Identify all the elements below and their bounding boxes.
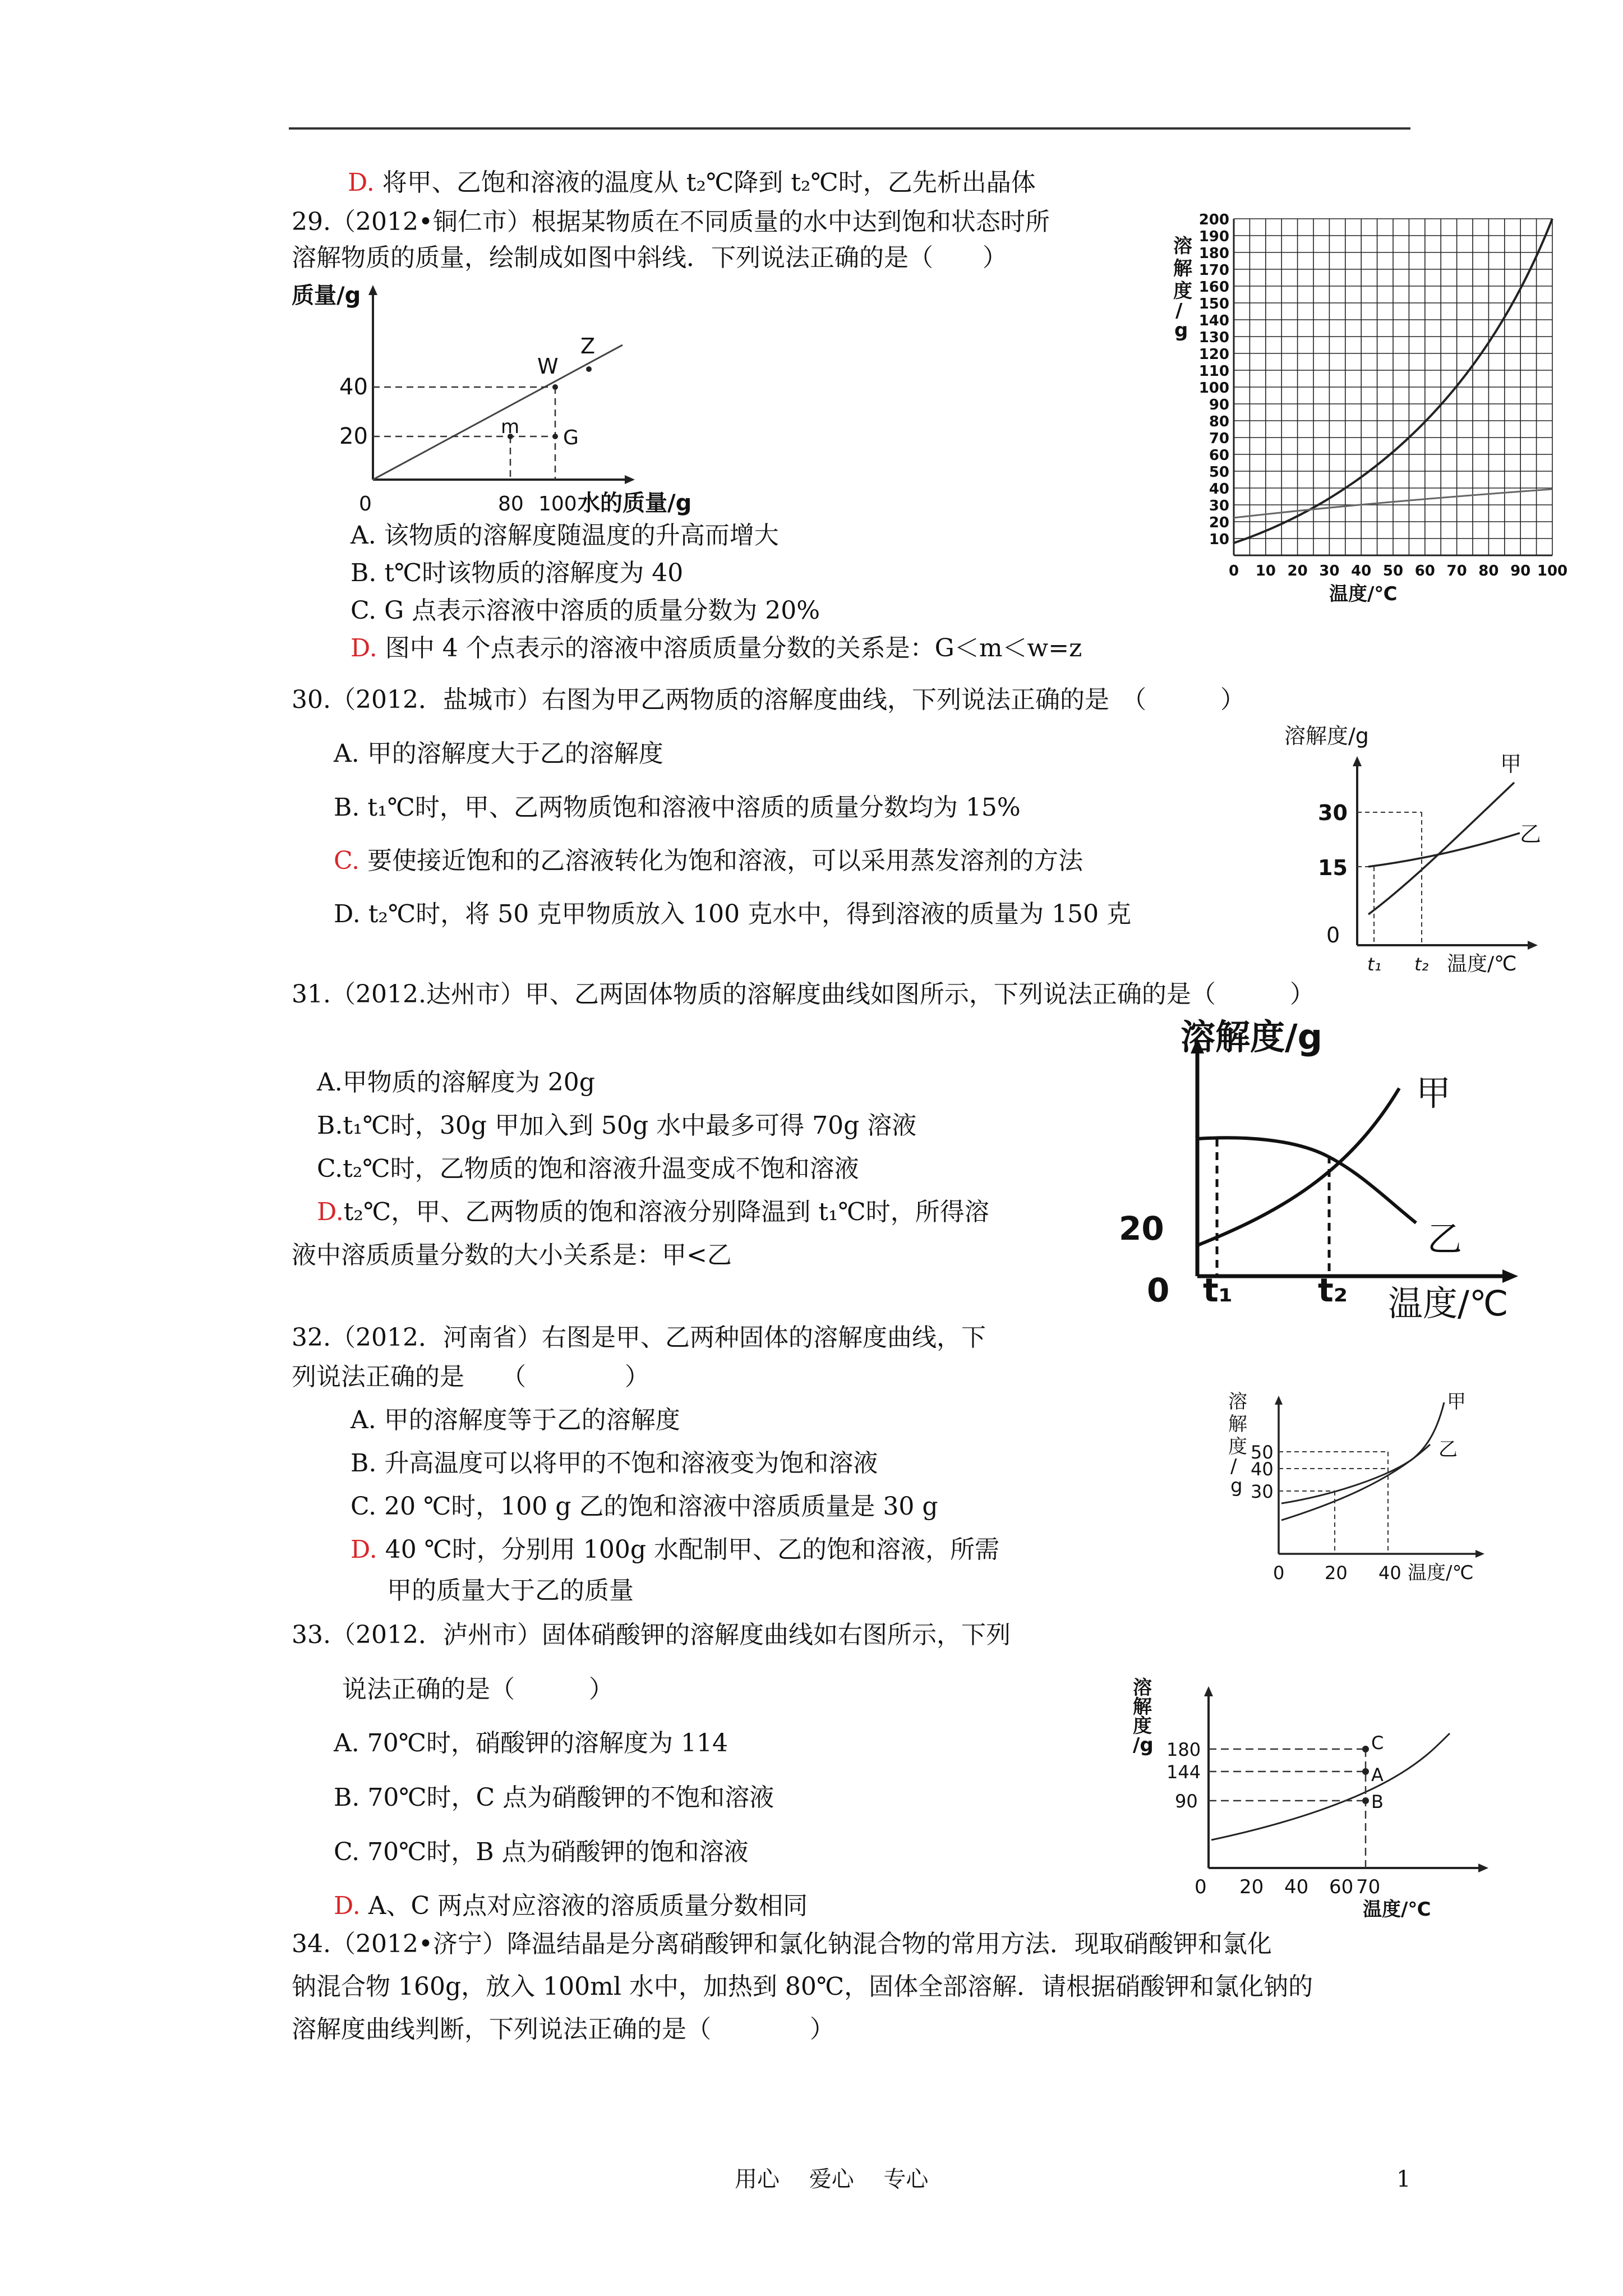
q29-grid-ylabel-char-2: 解 — [1173, 257, 1192, 280]
grid-xtick-label: 10 — [1255, 563, 1276, 579]
grid-xtick-label: 30 — [1319, 563, 1340, 579]
q30-fig-ytick-0: 0 — [1326, 923, 1340, 947]
grid-ytick-label: 160 — [1198, 279, 1229, 296]
grid-ytick-label: 140 — [1198, 312, 1229, 329]
q33-option-d-letter: D. — [334, 1892, 361, 1920]
q31-option-a-text: 甲物质的溶解度为 20g — [342, 1068, 595, 1097]
q29-option-c-text: G 点表示溶液中溶质的质量分数为 20% — [384, 596, 820, 625]
page-number: 1 — [1396, 2166, 1411, 2192]
grid-xtick-label: 90 — [1510, 563, 1531, 579]
q29-point-m: m — [501, 416, 520, 438]
q33-point-c: C — [1371, 1732, 1384, 1754]
q34-line2: 钠混合物 160g，放入 100ml 水中，加热到 80℃，固体全部溶解．请根据硝酸钾和氯化钠的 — [292, 1972, 1313, 2001]
q29-fig-xtick-100: 100 — [538, 493, 577, 516]
grid-ytick-label: 70 — [1209, 430, 1229, 447]
q29-option-b-text: t℃时该物质的溶解度为 40 — [384, 559, 684, 587]
grid-ytick-label: 100 — [1198, 380, 1229, 397]
q31-series-yi: 乙 — [1427, 1218, 1463, 1259]
q30-fig-ytick-15: 15 — [1318, 855, 1348, 880]
q29-fig-ytick-20: 20 — [339, 424, 368, 449]
q33-figure — [1122, 1677, 1514, 1921]
grid-ytick-label: 90 — [1209, 397, 1229, 413]
q33-option-a-text: 70℃时，硝酸钾的溶解度为 114 — [367, 1729, 728, 1757]
q32-fig-ylabel-2: 解 — [1228, 1413, 1247, 1435]
grid-ytick-label: 20 — [1209, 514, 1229, 531]
q30-fig-ytick-30: 30 — [1318, 800, 1348, 825]
grid-xtick-label: 0 — [1228, 563, 1239, 579]
grid-xtick-label: 40 — [1351, 563, 1372, 579]
q32-series-yi: 乙 — [1438, 1438, 1458, 1461]
q30-option-c-letter: C. — [334, 846, 360, 875]
grid-ytick-label: 150 — [1198, 296, 1229, 312]
q32-option-d-line2: 甲的质量大于乙的质量 — [387, 1576, 634, 1605]
q32-option-a — [351, 1404, 680, 1437]
q29-grid-ylabel-char-1: 溶 — [1173, 235, 1192, 257]
q30-fig-xlabel: 温度/℃ — [1447, 953, 1517, 976]
q29-mass-figure — [292, 280, 692, 522]
footer-motto: 用心 爱心 专心 — [735, 2166, 929, 2192]
q33-point-b: B — [1371, 1791, 1384, 1812]
q32-fig-ylabel-3: 度 — [1228, 1435, 1247, 1458]
q32-option-a-text: 甲的溶解度等于乙的溶解度 — [384, 1406, 680, 1434]
grid-ytick-label: 30 — [1209, 498, 1229, 514]
q32-figure — [1223, 1391, 1514, 1599]
q33-option-c-letter: C. — [334, 1838, 360, 1866]
q33-fig-xtick-70: 70 — [1356, 1876, 1381, 1898]
q33-fig-ylabel-3: 度 — [1133, 1715, 1152, 1737]
grid-xtick-label: 50 — [1382, 563, 1404, 579]
grid-ytick-label: 40 — [1209, 481, 1229, 498]
q30-option-c — [334, 844, 1083, 878]
q33-fig-ytick-144: 144 — [1166, 1761, 1201, 1783]
grid-xtick-label: 70 — [1446, 563, 1467, 579]
q29-grid-ylabel-char-5: g — [1174, 319, 1188, 342]
q29-fig-ytick-40: 40 — [339, 374, 368, 400]
q30-option-c-text: 要使接近饱和的乙溶液转化为饱和溶液，可以采用蒸发溶剂的方法 — [367, 846, 1083, 875]
q33-fig-xlabel: 温度/℃ — [1363, 1898, 1431, 1921]
grid-xtick-label: 60 — [1414, 563, 1435, 579]
q31-option-a-letter: A. — [317, 1068, 343, 1097]
q29-stem-line2: 溶解物质的质量，绘制成如图中斜线．下列说法正确的是（ ） — [292, 243, 1007, 272]
q29-option-a-text: 该物质的溶解度随温度的升高而增大 — [384, 521, 779, 550]
q29-fig-xtick-80: 80 — [498, 493, 524, 516]
q33-fig-ytick-180: 180 — [1166, 1739, 1201, 1760]
q28-option-d — [348, 166, 1036, 200]
q29-point-w: W — [537, 354, 559, 379]
q30-option-a-text: 甲的溶解度大于乙的溶解度 — [367, 739, 663, 768]
q33-option-b — [334, 1781, 774, 1815]
q33-fig-ylabel-2: 解 — [1133, 1696, 1152, 1718]
grid-ytick-label: 170 — [1198, 262, 1229, 279]
q32-fig-xtick-20: 20 — [1325, 1562, 1348, 1584]
grid-xtick-label: 80 — [1478, 563, 1499, 579]
grid-ytick-label: 190 — [1198, 228, 1229, 245]
q29-fig-xlabel: 水的质量/g — [578, 490, 692, 516]
q29-option-a — [351, 519, 779, 553]
q32-option-c — [351, 1490, 938, 1524]
q29-option-d-letter: D. — [351, 634, 377, 662]
q32-option-d-letter: D. — [351, 1535, 377, 1564]
q30-fig-xtick-t1: t₁ — [1367, 954, 1382, 975]
q32-option-a-letter: A. — [351, 1406, 376, 1434]
q33-fig-ylabel-1: 溶 — [1133, 1677, 1152, 1699]
q29-grid-ylabel-char-4: / — [1175, 300, 1183, 322]
grid-ytick-label: 60 — [1209, 447, 1229, 464]
grid-ytick-label: 110 — [1198, 363, 1229, 380]
q32-option-d-text: 40 ℃时，分别用 100g 水配制甲、乙的饱和溶液，所需 — [385, 1535, 1000, 1564]
q28-option-d-text: 将甲、乙饱和溶液的温度从 t₂℃降到 t₂℃时，乙先析出晶体 — [382, 168, 1036, 197]
q29-option-b — [351, 556, 683, 590]
q30-option-b-text: t₁℃时，甲、乙两物质饱和溶液中溶质的质量分数均为 15% — [367, 793, 1021, 822]
q32-stem-line2: 列说法正确的是 （ ） — [292, 1363, 649, 1391]
q31-stem: 31.（2012.达州市）甲、乙两固体物质的溶解度曲线如图所示，下列说法正确的是（ ） — [292, 980, 1315, 1009]
q32-option-c-letter: C. — [351, 1492, 377, 1521]
q32-stem-line1: 32.（2012．河南省）右图是甲、乙两种固体的溶解度曲线，下 — [292, 1323, 986, 1352]
grid-ytick-label: 200 — [1198, 211, 1229, 228]
q30-series-jia: 甲 — [1500, 752, 1522, 776]
q33-fig-ylabel-4: /g — [1133, 1734, 1154, 1756]
q32-fig-ytick-40: 40 — [1251, 1458, 1274, 1480]
grid-xtick-label: 20 — [1287, 563, 1308, 579]
q29-option-a-letter: A. — [351, 521, 376, 550]
grid-ytick-label: 50 — [1209, 464, 1229, 481]
q31-option-b-letter: B. — [317, 1111, 343, 1140]
q29-grid-ylabel-char-3: 度 — [1173, 280, 1192, 302]
q33-option-d-text: A、C 两点对应溶液的溶质质量分数相同 — [368, 1892, 808, 1920]
q33-point-a: A — [1371, 1764, 1384, 1786]
q31-fig-xlabel: 温度/℃ — [1388, 1283, 1509, 1324]
q32-option-c-text: 20 ℃时，100 g 乙的饱和溶液中溶质质量是 30 g — [384, 1492, 938, 1521]
q31-option-c-text: t₂℃时，乙物质的饱和溶液升温变成不饱和溶液 — [343, 1154, 859, 1183]
q33-option-c-text: 70℃时，B 点为硝酸钾的饱和溶液 — [367, 1838, 749, 1866]
q33-option-b-text: 70℃时，C 点为硝酸钾的不饱和溶液 — [367, 1783, 774, 1812]
q33-option-a — [334, 1727, 728, 1760]
q34-line3: 溶解度曲线判断，下列说法正确的是（ ） — [292, 2015, 834, 2044]
q31-figure — [1113, 1016, 1551, 1324]
q31-option-d-text: t₂℃，甲、乙两物质的饱和溶液分别降温到 t₁℃时，所得溶 — [343, 1198, 989, 1226]
grid-ytick-label: 80 — [1209, 413, 1229, 430]
q33-option-b-letter: B. — [334, 1783, 360, 1812]
q31-option-c — [317, 1152, 859, 1186]
q33-fig-xtick-40: 40 — [1284, 1876, 1309, 1898]
q32-option-b-letter: B. — [351, 1449, 377, 1478]
q33-fig-xtick-20: 20 — [1239, 1876, 1264, 1898]
q30-series-yi: 乙 — [1520, 822, 1542, 846]
q29-option-d-text: 图中 4 个点表示的溶液中溶质质量分数的关系是：G＜m＜w=z — [385, 634, 1082, 662]
q29-option-c-letter: C. — [351, 596, 377, 625]
q31-option-a — [317, 1066, 595, 1099]
q33-fig-xtick-60: 60 — [1329, 1876, 1354, 1898]
q30-option-d-letter: D. — [334, 900, 361, 928]
q29-solubility-grid-chart — [1161, 202, 1568, 606]
q29-stem-line1: 29.（2012•铜仁市）根据某物质在不同质量的水中达到饱和状态时所 — [292, 208, 1050, 236]
grid-ytick-label: 10 — [1209, 531, 1229, 548]
q31-fig-ylabel: 溶解度/g — [1181, 1016, 1323, 1057]
q28-option-d-letter: D. — [348, 168, 375, 197]
q30-option-d — [334, 898, 1131, 931]
q33-option-a-letter: A. — [334, 1729, 359, 1757]
q32-option-b-text: 升高温度可以将甲的不饱和溶液变为饱和溶液 — [384, 1449, 878, 1478]
grid-ytick-label: 120 — [1198, 346, 1229, 363]
q32-fig-ylabel-1: 溶 — [1228, 1391, 1247, 1413]
q29-grid-xlabel: 温度/℃ — [1329, 583, 1398, 605]
q30-stem: 30.（2012．盐城市）右图为甲乙两物质的溶解度曲线，下列说法正确的是 （ ） — [292, 685, 1245, 714]
q29-fig-ylabel: 质量/g — [292, 283, 361, 309]
q33-option-c — [334, 1835, 749, 1869]
q30-fig-xtick-t2: t₂ — [1414, 954, 1429, 975]
q29-point-z: Z — [580, 334, 596, 358]
q32-option-d — [351, 1533, 999, 1567]
grid-ytick-label: 180 — [1198, 245, 1229, 262]
q29-point-g: G — [563, 426, 579, 449]
q29-option-c — [351, 594, 820, 628]
grid-ytick-label: 130 — [1198, 329, 1229, 346]
q32-fig-xlabel: 温度/℃ — [1408, 1562, 1474, 1584]
q31-series-jia: 甲 — [1416, 1073, 1451, 1114]
q31-option-c-letter: C. — [317, 1154, 343, 1183]
q32-fig-xtick-40: 40 — [1378, 1562, 1401, 1584]
q31-fig-ytick-20: 20 — [1119, 1209, 1164, 1248]
q29-option-d — [351, 632, 1082, 665]
q32-fig-ylabel-5: g — [1230, 1475, 1243, 1497]
q29-fig-origin: 0 — [359, 493, 372, 516]
q30-option-d-text: t₂℃时，将 50 克甲物质放入 100 克水中，得到溶液的质量为 150 克 — [368, 900, 1132, 928]
header-rule — [289, 127, 1410, 130]
q33-stem-line2: 说法正确的是（ ） — [342, 1675, 614, 1704]
q29-option-b-letter: B. — [351, 559, 377, 587]
q31-fig-origin: 0 — [1147, 1271, 1170, 1309]
q33-option-d — [334, 1889, 808, 1923]
q34-line1: 34.（2012•济宁）降温结晶是分离硝酸钾和氯化钠混合物的常用方法．现取硝酸钾和氯化 — [292, 1930, 1272, 1958]
q33-fig-ytick-90: 90 — [1175, 1791, 1198, 1812]
q30-option-a-letter: A. — [334, 739, 359, 768]
q30-option-b-letter: B. — [334, 793, 360, 822]
q31-fig-xtick-t2: t₂ — [1318, 1271, 1348, 1309]
q30-option-a — [334, 737, 663, 771]
q32-fig-xtick-0: 0 — [1273, 1562, 1285, 1584]
q31-option-b — [317, 1109, 916, 1143]
q32-fig-ytick-30: 30 — [1251, 1481, 1274, 1502]
q32-option-b — [351, 1447, 878, 1480]
q30-option-b — [334, 791, 1021, 825]
q31-option-b-text: t₁℃时，30g 甲加入到 50g 水中最多可得 70g 溶液 — [343, 1111, 917, 1140]
q32-series-jia: 甲 — [1447, 1391, 1466, 1413]
q32-fig-ytick-50: 50 — [1251, 1442, 1274, 1463]
q31-option-d-line2: 液中溶质质量分数的大小关系是：甲<乙 — [292, 1241, 732, 1269]
grid-xtick-label: 100 — [1537, 563, 1568, 579]
q30-fig-ylabel: 溶解度/g — [1284, 724, 1369, 748]
q33-fig-xtick-0: 0 — [1195, 1876, 1207, 1898]
q31-fig-xtick-t1: t₁ — [1203, 1271, 1233, 1309]
q31-option-d-letter: D. — [317, 1198, 344, 1226]
q32-fig-ylabel-4: / — [1230, 1455, 1237, 1478]
q33-stem-line1: 33.（2012．泸州市）固体硝酸钾的溶解度曲线如右图所示，下列 — [292, 1621, 1011, 1649]
q31-option-d — [317, 1195, 989, 1229]
q30-figure — [1284, 724, 1548, 976]
